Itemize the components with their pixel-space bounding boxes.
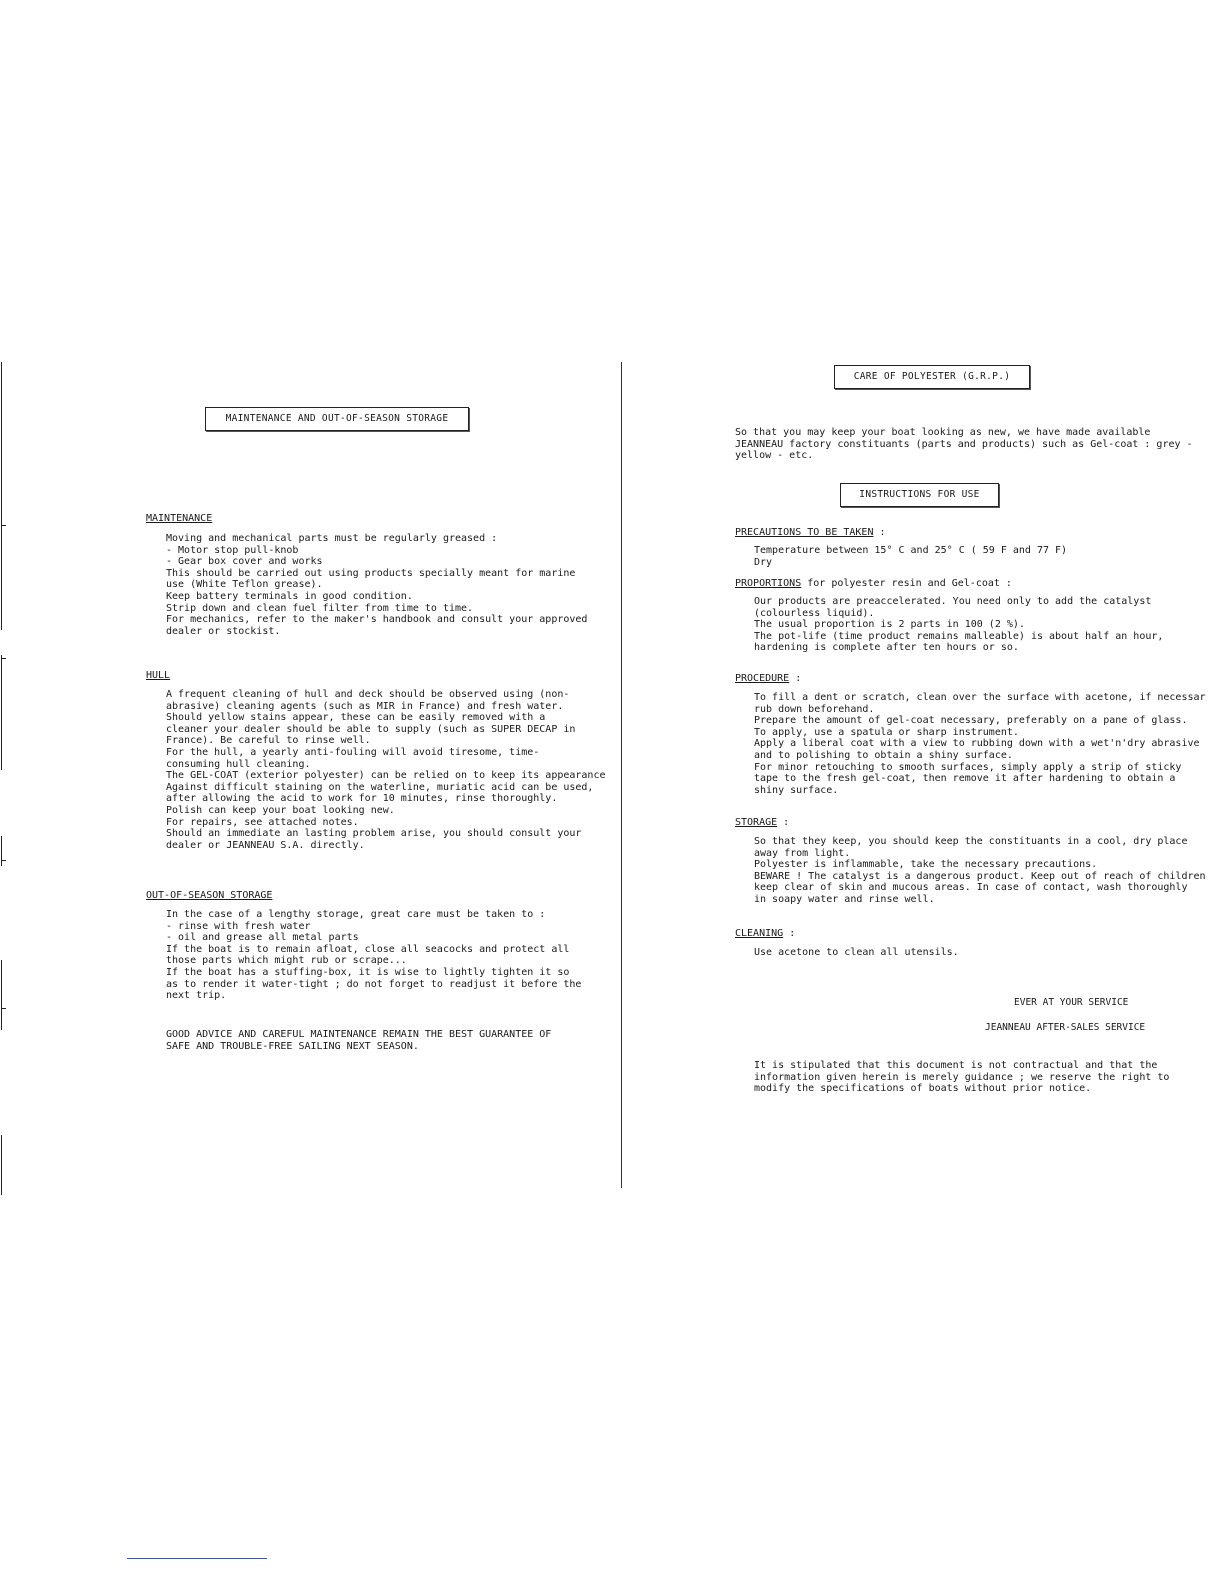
text-line: To apply, use a spatula or sharp instrument. [754, 726, 1019, 738]
text-line: Polish can keep your boat looking new. [166, 804, 395, 816]
text-line: Our products are preaccelerated. You need only to add the catalyst [754, 596, 1152, 607]
text-line: Keep battery terminals in good condition. [166, 590, 413, 602]
text-line: This should be carried out using products specially meant for marine [166, 567, 576, 579]
text-line: - rinse with fresh water [166, 920, 311, 932]
text-line: - oil and grease all metal parts [166, 932, 359, 944]
text-line: For mechanics, refer to the maker's handbook and consult your approved [166, 614, 588, 626]
section-heading-maintenance: MAINTENANCE [146, 513, 213, 524]
scan-edge-line [1, 655, 2, 770]
text-line: BEWARE ! The catalyst is a dangerous product. Keep out of reach of children [754, 870, 1206, 882]
text-line: For minor retouching to smooth surfaces, simply apply a strip of sticky [754, 761, 1182, 773]
section-body-proportions [754, 596, 1163, 654]
text-line: GOOD ADVICE AND CAREFUL MAINTENANCE REMAIN THE BEST GUARANTEE OF [166, 1029, 552, 1040]
text-line: The GEL-COAT (exterior polyester) can be relied on to keep its appearance [166, 770, 606, 782]
text-line: rub down beforehand. [754, 703, 875, 715]
section-heading-hull: HULL [146, 670, 171, 681]
text-line: For repairs, see attached notes. [166, 816, 359, 828]
heading-suffix: : [789, 673, 802, 684]
text-line: Moving and mechanical parts must be regularly greased : [166, 533, 498, 544]
text-line: It is stipulated that this document is not contractual and that the [754, 1060, 1158, 1071]
text-line: In the case of a lengthy storage, great care must be taken to : [166, 909, 546, 920]
text-line: To fill a dent or scratch, clean over the surface with acetone, if necessar [754, 692, 1206, 703]
heading-text: CLEANING [735, 928, 784, 939]
section-heading-storage [735, 817, 789, 829]
section-heading-proportions [735, 578, 1012, 590]
text-line: Temperature between 15° C and 25° C ( 59 F and 77 F) [754, 545, 1068, 556]
scan-edge-tick [1, 658, 6, 659]
text-line: For the hull, a yearly anti-fouling will avoid tiresome, time- [166, 746, 540, 758]
heading-suffix: for polyester resin and Gel-coat : [801, 578, 1012, 589]
section-body-storage [754, 836, 1206, 906]
text-line: those parts which might rub or scrape... [166, 955, 407, 967]
text-line: hardening is complete after ten hours or so. [754, 642, 1019, 654]
text-line: away from light. [754, 847, 851, 859]
text-line: If the boat has a stuffing-box, it is wise to lightly tighten it so [166, 966, 570, 978]
closing-note [166, 1029, 551, 1052]
heading-suffix: : [873, 527, 886, 538]
text-line: information given herein is merely guidance ; we reserve the right to [754, 1071, 1170, 1083]
text-line: cleaner your dealer should be able to supply (such as SUPER DECAP in [166, 723, 576, 735]
section-body-out-of-season-storage [166, 909, 581, 1002]
section-body-maintenance [166, 533, 587, 637]
heading-suffix: : [783, 928, 796, 939]
text-line: Polyester is inflammable, take the necessary precautions. [754, 859, 1098, 871]
text-line: So that you may keep your boat looking as new, we have made available [735, 427, 1151, 438]
heading-suffix: : [777, 817, 790, 828]
text-line: If the boat is to remain afloat, close all seacocks and protect all [166, 943, 570, 955]
section-body-procedure [754, 692, 1206, 796]
text-line: Dry [754, 556, 773, 568]
text-line: Apply a liberal coat with a view to rubbing down with a wet'n'dry abrasive [754, 738, 1200, 750]
section-heading-procedure [735, 673, 801, 685]
text-line: modify the specifications of boats without prior notice. [754, 1083, 1092, 1095]
right-page-title: CARE OF POLYESTER (G.R.P.) [834, 365, 1030, 389]
text-line: Should yellow stains appear, these can be easily removed with a [166, 712, 546, 724]
scan-edge-line [1, 836, 2, 866]
text-line: next trip. [166, 990, 227, 1002]
signoff-greeting: EVER AT YOUR SERVICE [1014, 997, 1129, 1008]
heading-text: PRECAUTIONS TO BE TAKEN [735, 527, 874, 538]
text-line: SAFE AND TROUBLE-FREE SAILING NEXT SEASON. [166, 1040, 419, 1052]
section-body-hull [166, 689, 606, 851]
scan-edge-line [1, 960, 2, 1030]
text-line: So that they keep, you should keep the constituants in a cool, dry place [754, 836, 1188, 847]
intro-paragraph [735, 427, 1193, 462]
text-line: in soapy water and rinse well. [754, 893, 935, 905]
instructions-subtitle: INSTRUCTIONS FOR USE [840, 483, 999, 507]
scan-edge-tick [1, 525, 6, 526]
text-line: - Gear box cover and works [166, 556, 323, 568]
text-line: shiny surface. [754, 784, 839, 796]
scan-edge-tick [1, 860, 6, 861]
text-line: keep clear of skin and mucous areas. In case of contact, wash thoroughly [754, 882, 1188, 894]
text-line: Strip down and clean fuel filter from time to time. [166, 602, 474, 614]
heading-text: PROCEDURE [735, 673, 790, 684]
heading-text: STORAGE [735, 817, 778, 828]
text-line: A frequent cleaning of hull and deck should be observed using (non- [166, 689, 570, 700]
section-heading-cleaning [735, 928, 795, 940]
text-line: France). Be careful to rinse well. [166, 735, 371, 747]
text-line: - Motor stop pull-knob [166, 544, 299, 556]
text-line: The usual proportion is 2 parts in 100 (2 %). [754, 619, 1025, 631]
signoff-department: JEANNEAU AFTER-SALES SERVICE [985, 1022, 1146, 1033]
text-line: consuming hull cleaning. [166, 758, 311, 770]
section-heading-precautions [735, 527, 886, 539]
scan-edge-tick [1, 1008, 6, 1009]
text-line: as to render it water-tight ; do not forget to readjust it before the [166, 978, 582, 990]
text-line: after allowing the acid to work for 10 minutes, rinse thoroughly. [166, 793, 558, 805]
text-line: abrasive) cleaning agents (such as MIR in France) and fresh water. [166, 700, 564, 712]
text-line: yellow - etc. [735, 450, 814, 462]
text-line: dealer or stockist. [166, 625, 281, 637]
scan-footer-line [127, 1558, 267, 1559]
text-line: The pot-life (time product remains malleable) is about half an hour, [754, 630, 1164, 642]
text-line: Prepare the amount of gel-coat necessary, preferably on a pane of glass. [754, 715, 1188, 727]
text-line: JEANNEAU factory constituants (parts and products) such as Gel-coat : grey - [735, 438, 1193, 450]
scan-edge-line [1, 1135, 2, 1195]
text-line: Should an immediate an lasting problem arise, you should consult your [166, 828, 582, 840]
text-line: use (White Teflon grease). [166, 579, 323, 591]
page-divider [621, 362, 622, 1188]
text-line: dealer or JEANNEAU S.A. directly. [166, 839, 365, 851]
text-line: (colourless liquid). [754, 607, 875, 619]
heading-text: PROPORTIONS [735, 578, 802, 589]
section-body-precautions [754, 545, 1067, 568]
disclaimer [754, 1060, 1169, 1095]
section-heading-out-of-season-storage: OUT-OF-SEASON STORAGE [146, 890, 273, 901]
text-line: and to polishing to obtain a shiny surface. [754, 749, 1013, 761]
left-page-title: MAINTENANCE AND OUT-OF-SEASON STORAGE [205, 407, 469, 431]
text-line: Use acetone to clean all utensils. [754, 947, 959, 958]
scan-edge-line [1, 362, 2, 630]
text-line: Against difficult staining on the waterline, muriatic acid can be used, [166, 781, 594, 793]
section-body-cleaning [754, 947, 959, 959]
text-line: tape to the fresh gel-coat, then remove it after hardening to obtain a [754, 773, 1176, 785]
